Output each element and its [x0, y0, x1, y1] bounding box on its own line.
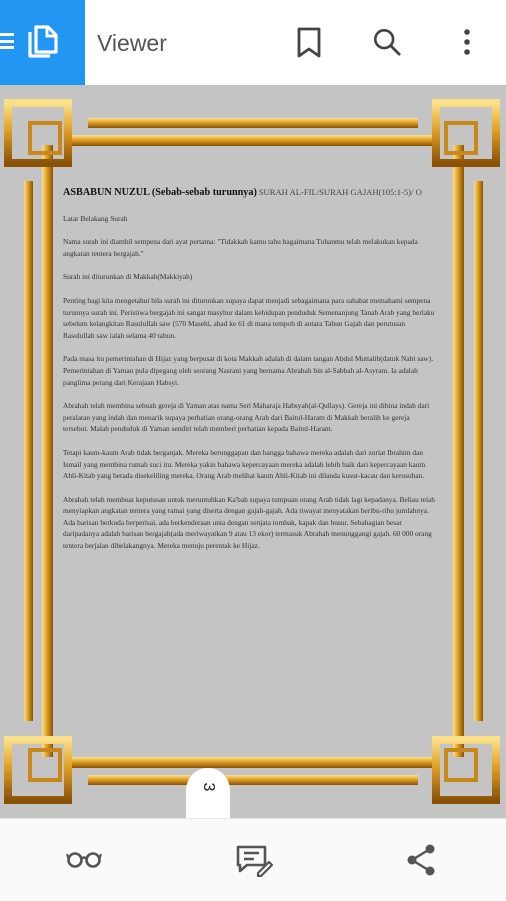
- nav-toggle-button[interactable]: [0, 0, 85, 85]
- search-icon[interactable]: [372, 26, 402, 58]
- glasses-icon[interactable]: [66, 847, 102, 869]
- paragraph: Tetapi kaum-kaum Arab tidak berganjak. Mereka berunggapan dan bangga bahawa mereka adalah dari zuriat Ibrahim dan Ismail yang membina rumah suci itu. Mereka yakin bahawa kepercayaan mereka adalah lebih baik dari kepercayaan kaum Ahli-Kitab yang berada disekeliling mereka. Orang Arab melihat kaum Ahli-Kitab ini dilanda kusut-kacau dan kerusuhan.: [63, 447, 426, 481]
- paragraph: Abrahah telah membuat keputusan untuk meruntuhkan Ka'bah supaya tumpuan orang Arab tidak lagi kepadanya. Beliau telah menyiapkan angkatan tentera yang ramai yang diserta dengan gajah-gajah. Ada riwayat menyatakan beribu-ribu jumlahnya. Ada barisan berkuda berperisai, ada berkenderaan unta dengan senjata tombak, kapak dan busur. Sebahagian besar daripadanya adalah barisan bergajah(ada meriwayatkan 9 atau 13 ekor) termasuk Abrahah menunggangi gajah. 60 000 orang tentera berjalan dibelakangnya. Mereka menuju perentak ke Hijaz.: [63, 494, 435, 551]
- page-number: 3: [200, 782, 217, 792]
- paragraph: Pada masa itu pemerintahan di Hijaz yang berpusat di kota Makkah adalah di dalam tangan Abdul Muttalib(datuk Nabi saw). Pemerintahan di Yaman pula dipegang oleh seorang Nasrani yang bernama Abrahah bin al-Sabbah al-Asyram. Ia adalah panglima perang dari Kerajaan Habsyi.: [63, 354, 434, 387]
- document-icon: [26, 24, 60, 60]
- document-title: ASBABUN NUZUL (Sebab-sebab turunnya): [63, 187, 257, 198]
- paragraph: Surah ini diturunkan di Makkah(Makkiyah): [63, 272, 193, 282]
- app-title: Viewer: [97, 30, 167, 56]
- menu-icon: [0, 33, 14, 49]
- bookmark-icon[interactable]: [294, 26, 324, 58]
- document-text: [63, 187, 435, 564]
- paragraph: Abrahah telah membina sebuah gereja di Yaman atas nama Seri Maharaja Habsyah(al-Qullays). Gereja ini dibina indah dari peralatan yang indah dan menarik supaya perhatian orang-orang Arab dari Baitul-Haram di Makkah beralih ke gereja tersebut. Malah penduduk di Yaman sendiri telah memberi perhatian kepada Baitul-Haram.: [63, 401, 430, 434]
- paragraph: Latar Belakang Surah: [63, 213, 128, 223]
- document-viewer[interactable]: [0, 85, 506, 818]
- bottom-toolbar: [0, 818, 506, 901]
- paragraph: Nama surah ini diambil sempena dari ayat pertama: "Tidakkah kamu tahu bagaimana Tuhanmu telah melakukan kepada angkatan tentera bergajah.": [63, 237, 418, 258]
- app-bar: [0, 0, 506, 85]
- paragraph: Penting bagi kita mengetahui bila surah ini diturunkan supaya dapat menjadi sebagaimana para sahabat memahami sempena turunnya surah ini. Peristiwa bergajah ini sangat masyhur dalam kehidupan penduduk Semenanjung Tanah Arab yang berlaku sebelum kelangkitan Rasulullah saw (570 Masehi, abad ke 61 di mana tempoh di antara Tahun Gajah dan perutusan Rasulullah saw ialah selama 40 tahun.: [63, 295, 435, 340]
- more-vert-icon[interactable]: [452, 26, 482, 58]
- comment-edit-icon[interactable]: [235, 843, 273, 877]
- page-indicator-tab[interactable]: [186, 768, 230, 820]
- document-title-suffix: SURAH AL-FIL/SURAH GAJAH(105:1-5)/ O: [258, 187, 422, 197]
- share-icon[interactable]: [406, 843, 436, 877]
